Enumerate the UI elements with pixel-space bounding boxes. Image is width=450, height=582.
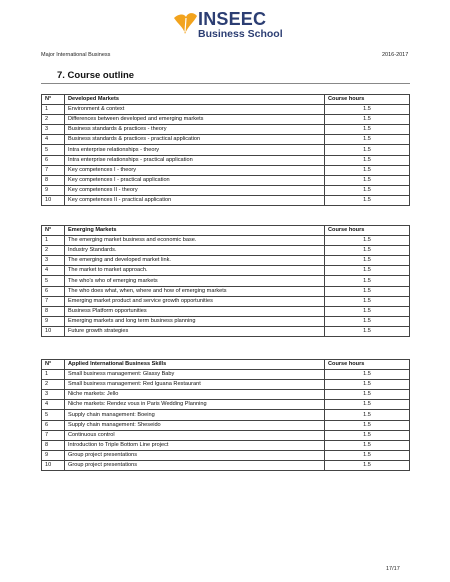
row-topic: Key competences II - theory <box>65 185 325 195</box>
row-number: 3 <box>42 390 65 400</box>
row-hours: 1.5 <box>325 286 410 296</box>
table-row <box>42 380 410 390</box>
table-header-row <box>42 95 410 105</box>
row-hours: 1.5 <box>325 276 410 286</box>
row-hours: 1.5 <box>325 410 410 420</box>
inseec-logo <box>172 10 332 40</box>
row-hours: 1.5 <box>325 400 410 410</box>
table-row <box>42 306 410 316</box>
table-row <box>42 246 410 256</box>
row-number: 2 <box>42 380 65 390</box>
row-hours: 1.5 <box>325 370 410 380</box>
row-hours: 1.5 <box>325 115 410 125</box>
row-number: 2 <box>42 246 65 256</box>
row-topic: Niche markets: Rendez vous in Paris Wedding Planning <box>65 400 325 410</box>
row-number: 1 <box>42 370 65 380</box>
table-row <box>42 370 410 380</box>
row-topic: Introduction to Triple Bottom Line project <box>65 440 325 450</box>
table-row <box>42 165 410 175</box>
column-header-topic: Developed Markets <box>65 95 325 105</box>
row-hours: 1.5 <box>325 430 410 440</box>
row-topic: Industry Standards. <box>65 246 325 256</box>
table-row <box>42 155 410 165</box>
row-topic: Key competences II - practical application <box>65 195 325 205</box>
row-topic: Emerging markets and long term business planning <box>65 316 325 326</box>
row-number: 9 <box>42 450 65 460</box>
row-topic: The emerging and developed market link. <box>65 256 325 266</box>
table-row <box>42 185 410 195</box>
row-topic: Key competences I - practical application <box>65 175 325 185</box>
table-row <box>42 125 410 135</box>
row-topic: Group project presentations <box>65 450 325 460</box>
column-header-hours: Course hours <box>325 226 410 236</box>
row-topic: The market to market approach. <box>65 266 325 276</box>
table-row <box>42 390 410 400</box>
ginkgo-leaf-icon <box>172 10 198 36</box>
row-number: 5 <box>42 276 65 286</box>
table-row <box>42 195 410 205</box>
table-row <box>42 420 410 430</box>
row-topic: Intra enterprise relationships - theory <box>65 145 325 155</box>
row-hours: 1.5 <box>325 306 410 316</box>
table-row <box>42 145 410 155</box>
row-hours: 1.5 <box>325 175 410 185</box>
column-header-hours: Course hours <box>325 360 410 370</box>
row-number: 7 <box>42 165 65 175</box>
table-row <box>42 236 410 246</box>
row-number: 10 <box>42 326 65 336</box>
row-topic: The who does what, when, where and how of emerging markets <box>65 286 325 296</box>
table-row <box>42 430 410 440</box>
column-header-topic: Emerging Markets <box>65 226 325 236</box>
table-row <box>42 460 410 470</box>
table-row <box>42 276 410 286</box>
row-hours: 1.5 <box>325 236 410 246</box>
developed-markets-table <box>41 94 410 206</box>
row-number: 7 <box>42 430 65 440</box>
table-row <box>42 296 410 306</box>
column-header-topic: Applied International Business Skills <box>65 360 325 370</box>
table-row <box>42 450 410 460</box>
row-topic: Small business management: Glassy Baby <box>65 370 325 380</box>
column-header-hours: Course hours <box>325 95 410 105</box>
row-topic: Key competences I - theory <box>65 165 325 175</box>
row-topic: Intra enterprise relationships - practical application <box>65 155 325 165</box>
row-topic: Environment & context <box>65 105 325 115</box>
header-year: 2016-2017 <box>382 52 409 58</box>
row-number: 10 <box>42 195 65 205</box>
row-hours: 1.5 <box>325 195 410 205</box>
table-row <box>42 266 410 276</box>
row-number: 6 <box>42 420 65 430</box>
table-row <box>42 286 410 296</box>
row-hours: 1.5 <box>325 165 410 175</box>
row-number: 1 <box>42 105 65 115</box>
row-topic: Supply chain management: Sheseido <box>65 420 325 430</box>
row-hours: 1.5 <box>325 390 410 400</box>
row-topic: Supply chain management: Boeing <box>65 410 325 420</box>
row-number: 2 <box>42 115 65 125</box>
row-topic: Business standards & practices - theory <box>65 125 325 135</box>
row-hours: 1.5 <box>325 125 410 135</box>
row-topic: Business Platform opportunities <box>65 306 325 316</box>
row-hours: 1.5 <box>325 420 410 430</box>
row-hours: 1.5 <box>325 246 410 256</box>
applied-business-skills-table <box>41 359 410 471</box>
row-hours: 1.5 <box>325 296 410 306</box>
row-hours: 1.5 <box>325 105 410 115</box>
table-row <box>42 326 410 336</box>
row-number: 4 <box>42 266 65 276</box>
row-hours: 1.5 <box>325 440 410 450</box>
row-topic: Future growth strategies <box>65 326 325 336</box>
row-hours: 1.5 <box>325 155 410 165</box>
section-title: 7. Course outline <box>57 70 135 81</box>
row-hours: 1.5 <box>325 135 410 145</box>
row-hours: 1.5 <box>325 460 410 470</box>
row-hours: 1.5 <box>325 266 410 276</box>
row-number: 3 <box>42 125 65 135</box>
row-topic: The who's who of emerging markets <box>65 276 325 286</box>
row-topic: Niche markets: Jello <box>65 390 325 400</box>
logo-wordmark-business-school: Business School <box>198 28 283 40</box>
table-row <box>42 105 410 115</box>
column-header-number: N° <box>42 95 65 105</box>
emerging-markets-table <box>41 225 410 337</box>
row-topic: Group project presentations <box>65 460 325 470</box>
row-topic: Small business management: Red Iguana Restaurant <box>65 380 325 390</box>
row-number: 4 <box>42 400 65 410</box>
table-row <box>42 256 410 266</box>
row-number: 6 <box>42 286 65 296</box>
section-divider <box>41 83 410 84</box>
row-hours: 1.5 <box>325 450 410 460</box>
row-number: 5 <box>42 410 65 420</box>
row-number: 3 <box>42 256 65 266</box>
row-number: 9 <box>42 185 65 195</box>
row-topic: Business standards & practices - practical application <box>65 135 325 145</box>
table-row <box>42 175 410 185</box>
row-number: 8 <box>42 440 65 450</box>
row-hours: 1.5 <box>325 185 410 195</box>
row-topic: Differences between developed and emerging markets <box>65 115 325 125</box>
row-hours: 1.5 <box>325 256 410 266</box>
row-topic: Continuous control <box>65 430 325 440</box>
row-number: 1 <box>42 236 65 246</box>
header-program: Major International Business <box>41 52 111 58</box>
table-row <box>42 400 410 410</box>
table-row <box>42 440 410 450</box>
row-number: 4 <box>42 135 65 145</box>
row-hours: 1.5 <box>325 316 410 326</box>
row-topic: Emerging market product and service growth opportunities <box>65 296 325 306</box>
table-header-row <box>42 360 410 370</box>
logo-wordmark-inseec: INSEEC <box>198 9 267 29</box>
table-row <box>42 316 410 326</box>
page-number: 17/17 <box>386 566 400 572</box>
row-topic: The emerging market business and economic base. <box>65 236 325 246</box>
table-header-row <box>42 226 410 236</box>
column-header-number: N° <box>42 226 65 236</box>
row-hours: 1.5 <box>325 380 410 390</box>
row-number: 10 <box>42 460 65 470</box>
table-row <box>42 115 410 125</box>
row-hours: 1.5 <box>325 326 410 336</box>
row-number: 9 <box>42 316 65 326</box>
row-number: 8 <box>42 306 65 316</box>
column-header-number: N° <box>42 360 65 370</box>
table-row <box>42 135 410 145</box>
row-number: 6 <box>42 155 65 165</box>
row-number: 8 <box>42 175 65 185</box>
row-hours: 1.5 <box>325 145 410 155</box>
row-number: 7 <box>42 296 65 306</box>
row-number: 5 <box>42 145 65 155</box>
table-row <box>42 410 410 420</box>
